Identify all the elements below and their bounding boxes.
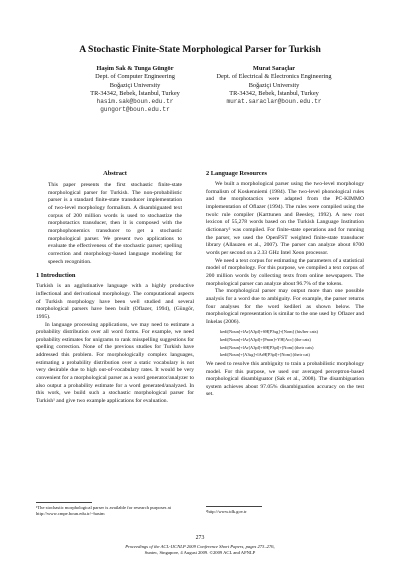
author-block-2	[196, 65, 352, 106]
author-dept: Dept. of Electrical & Electronics Engineering	[216, 73, 332, 81]
proceedings-footer	[0, 544, 400, 556]
proceedings-line: Proceedings of the ACL-IJCNLP 2009 Conference Short Papers, pages 273–276,	[125, 544, 275, 549]
right-column	[206, 170, 364, 399]
author-name: Haşim Sak & Tunga Güngör	[96, 65, 174, 72]
analysis-line: kedi[Noun]+[A3sg]+lArH[P3pl]+[Nom] (their cat)	[220, 352, 310, 358]
paragraph: In language processing applications, we may need to estimate a probability distribution over all word forms. For example, we need probability estimates for unigrams to rank misspelling suggestions for spelling correction. None of the previous studies for Turkish have addressed this problem. For morphologically complex languages, estimating a probability distribution over a static vocabulary is not very desirable due to high out-of-vocabulary rates. It would be very convenient for a morphological parser as a word generator/analyzer to also output a probability estimate for a word generated/analyzed. In this work, we build such a stochastic morphological parser for Turkish¹ and give two example applications for evaluation.	[36, 321, 194, 405]
analysis-list	[220, 328, 364, 358]
author-univ: Boğaziçi University	[109, 81, 161, 89]
section-heading-introduction: 1 Introduction	[36, 272, 76, 280]
author-dept: Dept. of Computer Engineering	[95, 73, 175, 81]
paragraph: We need to resolve this ambiguity to train a probabilistic morphology model. For this purpose, we used our averaged perceptron-based morphological disambiguator (Sak et al., 2008). The disambiguation system achieves about 97.05% disambiguation accuracy on the test set.	[206, 360, 364, 398]
abstract-text: This paper presents the first stochastic finite-state morphological parser for Turkish. The non-probabilistic parser is a standard finite-state transducer implementation of two-level morphology formalism. A disambiguated text corpus of 200 million words is used to stochastize the morphotactics transducer, then it is composed with the morphophonemics transducer to get a stochastic morphological parser. We present two applications to evaluate the effectiveness of the stochastic parser; spelling correction and morphology-based language modeling for speech recognition.	[48, 182, 182, 265]
analysis-line: kedi[Noun]+lAr[A3pl]+SH[P3sg]+[Nom] (his/her cats)	[220, 329, 318, 335]
author-univ: Boğaziçi University	[248, 81, 300, 89]
paragraph: The morphological parser may output more than one possible analysis for a word due to ambiguity. For example, the parser returns four analyses for the word kedileri as shown below. The morphological representation is similar to the one used by Oflazer and Inkelas (2006).	[206, 288, 364, 325]
footnote-left	[36, 502, 194, 517]
author-email: gungort@boun.edu.tr	[100, 106, 170, 114]
footnote-text: ²http://www.tdk.gov.tr	[206, 509, 247, 514]
footnote-right	[206, 506, 364, 515]
author-address: TR-34342, Bebek, İstanbul, Turkey	[229, 89, 319, 97]
paper-title: A Stochastic Finite-State Morphological Parser for Turkish	[79, 44, 321, 55]
abstract-heading: Abstract	[103, 170, 127, 177]
footnote-text: ¹The stochastic morphological parser is available for research purposes at http://www.cmpe.boun.edu.tr/~hasim	[36, 505, 171, 516]
author-email: murat.saraclar@boun.edu.tr	[226, 98, 322, 106]
paragraph: Turkish is an agglutinative language with a highly productive inflectional and derivational morphology. The computational aspects of Turkish morphology have been well studied and several morphological parsers have been built (Oflazer, 1994), (Güngör, 1995).	[36, 283, 194, 320]
footnote-rule	[206, 506, 262, 507]
paragraph: We need a text corpus for estimating the parameters of a statistical model of morphology. For this purpose, we compiled a text corpus of 200 million words by collecting texts from online newspapers. The morphological parser can analyze about 96.7% of the tokens.	[206, 257, 364, 287]
proceedings-line: Suntec, Singapore, 4 August 2009. ©2009 ACL and AFNLP	[144, 550, 256, 556]
paragraph: We built a morphological parser using the two-level morphology formalism of Koskenniemi (1984). The two-level phonological rules and the morphotactics were adapted from the PC-KIMMO implementation of Oflazer (1994). The rules were compiled using the twolc rule compiler (Karttunen and Beesley, 1992). A new root lexicon of 55,278 words based on the Turkish Language Institution dictionary² was compiled. For finite-state operations and for running the parser, we used the OpenFST weighted finite-state transducer library (Allauzen et al., 2007). The parser can analyze about 8700 words per second on a 2.33 GHz Intel Xeon processor.	[206, 181, 364, 256]
author-name: Murat Saraçlar	[252, 65, 296, 72]
analysis-line: kedi[Noun]+lAr[A3pl]+SH[P3pl]+[Nom] (their cats)	[220, 344, 314, 350]
footnote-rule	[36, 502, 92, 503]
left-column	[36, 170, 194, 406]
author-block-1	[60, 65, 210, 115]
page-number: 273	[195, 535, 205, 541]
analysis-line: kedi[Noun]+lAr[A3pl]+[Pnon]+YH[Acc] (the cats)	[220, 337, 311, 343]
author-address: TR-34342, Bebek, İstanbul, Turkey	[90, 89, 180, 97]
section-heading-language-resources: 2 Language Resources	[206, 170, 267, 177]
author-email: hasim.sak@boun.edu.tr	[96, 98, 174, 106]
